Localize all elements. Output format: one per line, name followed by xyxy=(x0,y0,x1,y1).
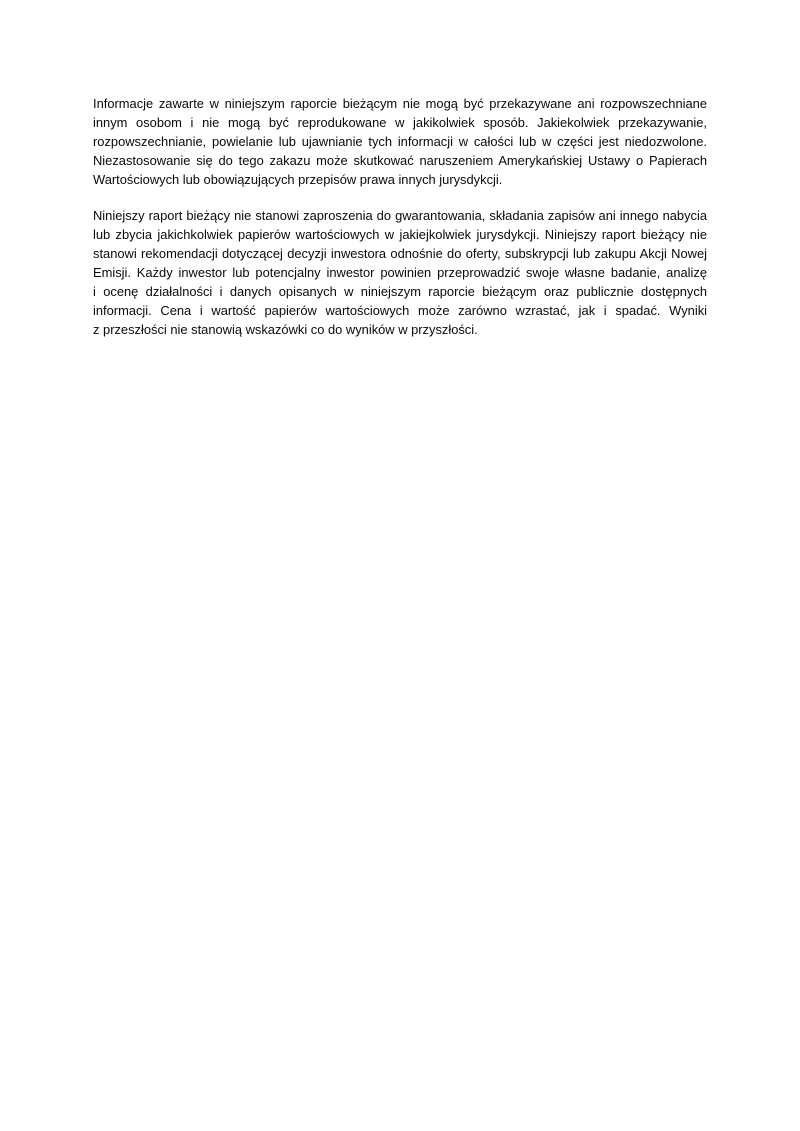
disclaimer-paragraph-2: Niniejszy raport bieżący nie stanowi zaproszenia do gwarantowania, składania zapisów ani innego nabycia lub zbycia jakichkolwiek papierów wartościowych w jakiejkolwiek jurysdykcji. Niniejszy raport bieżący nie stanowi rekomendacji dotyczącej decyzji inwestora odnośnie do oferty, subskrypcji lub zakupu Akcji Nowej Emisji. Każdy inwestor lub potencjalny inwestor powinien przeprowadzić swoje własne badanie, analizę i ocenę działalności i danych opisanych w niniejszym raporcie bieżącym oraz publicznie dostępnych informacji. Cena i wartość papierów wartościowych może zarówno wzrastać, jak i spadać. Wyniki z przeszłości nie stanowią wskazówki co do wyników w przyszłości. xyxy=(93,208,707,337)
disclaimer-text-block xyxy=(93,94,707,356)
disclaimer-paragraph-1: Informacje zawarte w niniejszym raporcie bieżącym nie mogą być przekazywane ani rozpowszechniane innym osobom i nie mogą być reprodukowane w jakikolwiek sposób. Jakiekolwiek przekazywanie, rozpowszechnianie, powielanie lub ujawnianie tych informacji w całości lub w części jest niedozwolone. Niezastosowanie się do tego zakazu może skutkować naruszeniem Amerykańskiej Ustawy o Papierach Wartościowych lub obowiązujących przepisów prawa innych jurysdykcji. xyxy=(93,96,707,187)
